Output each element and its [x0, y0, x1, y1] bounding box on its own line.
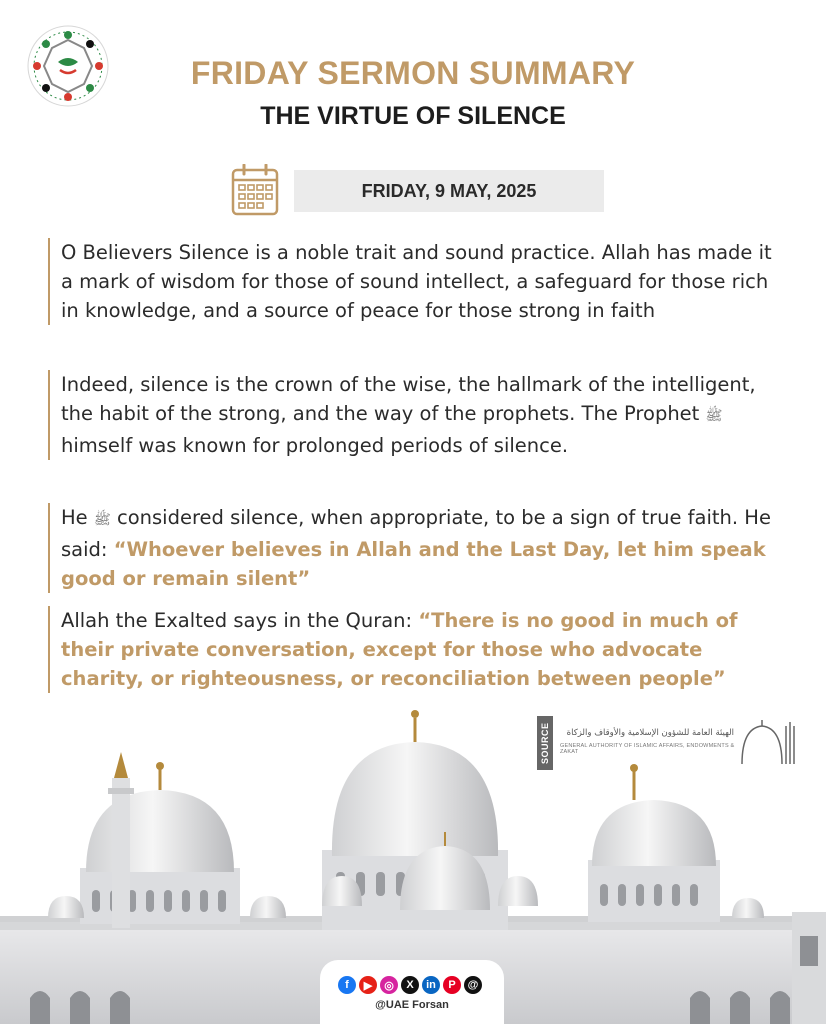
- paragraph-3-pre: He: [61, 506, 94, 529]
- paragraph-2: [48, 370, 781, 460]
- paragraph-2-post: himself was known for prolonged periods of silence.: [61, 434, 569, 457]
- page-title: FRIDAY SERMON SUMMARY: [190, 55, 636, 91]
- quran-quote: “There is no good in much of their private conversation, except for those who advocate charity, or righteousness, or reconciliation between people”: [61, 609, 738, 690]
- paragraph-2-pre: Indeed, silence is the crown of the wise, the hallmark of the intelligent, the habit of the strong, and the way of the prophets. The Prophet: [61, 373, 756, 425]
- source-label: SOURCE: [537, 716, 553, 770]
- authority-logo: [738, 718, 796, 768]
- pinterest-icon[interactable]: P: [443, 976, 461, 994]
- instagram-icon[interactable]: ◎: [380, 976, 398, 994]
- paragraph-1-text: O Believers Silence is a noble trait and sound practice. Allah has made it a mark of wisdom for those of sound intellect, a safeguard for those rich in knowledge, and a source of peace for those strong in faith: [61, 241, 772, 322]
- facebook-icon[interactable]: f: [338, 976, 356, 994]
- youtube-icon[interactable]: ▶: [359, 976, 377, 994]
- social-handle[interactable]: @UAE Forsan: [375, 999, 449, 1011]
- linkedin-icon[interactable]: in: [422, 976, 440, 994]
- paragraph-3-post: considered silence, when appropriate, to be a sign of true faith. He said:: [61, 506, 771, 561]
- calendar-icon: [231, 164, 279, 216]
- threads-icon[interactable]: @: [464, 976, 482, 994]
- sermon-date: FRIDAY, 9 MAY, 2025: [294, 170, 604, 212]
- paragraph-4-pre: Allah the Exalted says in the Quran:: [61, 609, 419, 632]
- social-icons: [338, 976, 482, 994]
- paragraph-3: [48, 503, 781, 593]
- paragraph-4: [48, 606, 781, 693]
- hadith-quote: “Whoever believes in Allah and the Last Day, let him speak good or remain silent”: [61, 538, 766, 590]
- sermon-topic: THE VIRTUE OF SILENCE: [260, 102, 566, 130]
- authority-name-arabic: الهيئة العامة للشؤون الإسلامية والأوقاف والزكاة: [566, 728, 734, 738]
- authority-name-english: GENERAL AUTHORITY OF ISLAMIC AFFAIRS, ENDOWMENTS & ZAKAT: [560, 743, 735, 755]
- x-icon[interactable]: X: [401, 976, 419, 994]
- honorific-symbol: ﷺ: [93, 512, 111, 528]
- paragraph-1: [48, 238, 781, 325]
- honorific-symbol: ﷺ: [705, 408, 723, 424]
